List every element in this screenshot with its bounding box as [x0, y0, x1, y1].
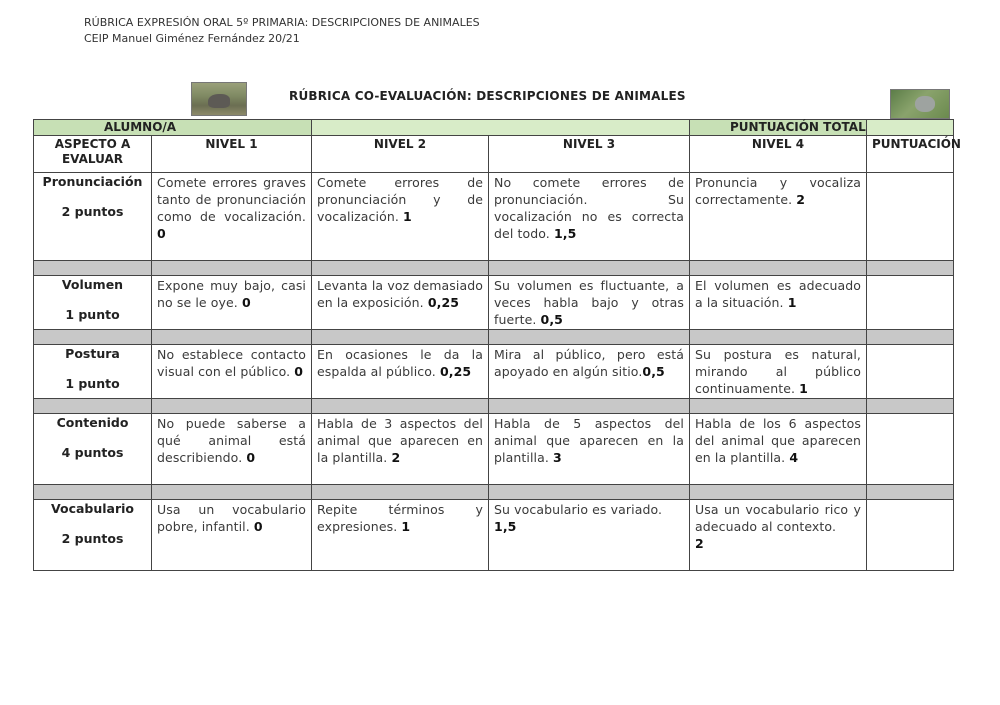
student-name-field[interactable] — [312, 120, 690, 136]
aspect-cell — [34, 414, 152, 485]
aspect-cell — [34, 173, 152, 261]
level-score: 0 — [246, 450, 256, 465]
aspect-name: Vocabulario — [50, 501, 135, 516]
aspect-name: Contenido — [56, 415, 129, 430]
level-text: El volumen es adecuado a la situación. — [695, 278, 862, 310]
level-cell — [690, 414, 867, 485]
level-text: Levanta la voz demasiado en la exposición. — [317, 278, 484, 310]
level-text: Su postura es natural, mirando al público continuamente. — [695, 347, 862, 396]
level-cell — [312, 276, 489, 330]
level-text: Usa un vocabulario rico y adecuado al contexto. — [695, 502, 862, 534]
level-score: 1 — [799, 381, 808, 396]
level-cell — [690, 173, 867, 261]
aspect-name: Postura — [65, 346, 120, 361]
level-cell — [152, 345, 312, 399]
column-header-level-2: NIVEL 2 — [312, 136, 489, 173]
level-cell — [312, 173, 489, 261]
level-cell — [690, 500, 867, 571]
separator-row — [34, 261, 954, 276]
level-text: No comete errores de pronunciación. Su vocalización no es correcta del todo. — [494, 175, 685, 241]
aspect-points: 1 punto — [65, 376, 120, 391]
total-score-field[interactable] — [867, 120, 954, 136]
score-field[interactable] — [867, 345, 954, 399]
separator-row — [34, 399, 954, 414]
aspect-points: 1 punto — [65, 307, 120, 322]
level-score: 1 — [787, 295, 797, 310]
level-score: 1,5 — [494, 519, 517, 534]
level-score: 0 — [294, 364, 304, 379]
aspect-cell — [34, 345, 152, 399]
title-row — [33, 82, 953, 118]
animal-shape — [208, 94, 230, 108]
level-cell — [312, 500, 489, 571]
column-header-row — [34, 136, 954, 173]
score-field[interactable] — [867, 414, 954, 485]
document-header — [84, 15, 480, 47]
level-text: Su volumen es fluctuante, a veces habla bajo y otras fuerte. — [494, 278, 685, 327]
student-label: ALUMNO/A — [34, 120, 312, 136]
level-score: 1,5 — [553, 226, 577, 241]
table-row — [34, 345, 954, 399]
header-line-1: RÚBRICA EXPRESIÓN ORAL 5º PRIMARIA: DESCRIPCIONES DE ANIMALES — [84, 16, 480, 29]
level-text: En ocasiones le da la espalda al público. — [317, 347, 484, 379]
level-score: 0,25 — [439, 364, 472, 379]
level-text: Comete errores de pronunciación y de vocalización. — [317, 175, 484, 224]
level-cell — [489, 500, 690, 571]
level-score: 1 — [401, 519, 411, 534]
level-text: Mira al público, pero está apoyado en algún sitio. — [494, 347, 685, 379]
aspect-cell — [34, 276, 152, 330]
level-cell — [152, 276, 312, 330]
level-text: Habla de los 6 aspectos del animal que aparecen en la plantilla. — [695, 416, 862, 465]
level-score: 0 — [157, 226, 166, 241]
score-field[interactable] — [867, 276, 954, 330]
separator-row — [34, 330, 954, 345]
level-cell — [690, 276, 867, 330]
level-score: 1 — [403, 209, 412, 224]
level-score: 0,5 — [540, 312, 563, 327]
column-header-level-3: NIVEL 3 — [489, 136, 690, 173]
level-cell — [312, 345, 489, 399]
level-score: 4 — [789, 450, 799, 465]
level-score: 0 — [253, 519, 263, 534]
level-text: No puede saberse a qué animal está describiendo. — [157, 416, 307, 465]
aspect-points: 2 puntos — [61, 204, 124, 219]
level-score: 0 — [241, 295, 251, 310]
aspect-name: Volumen — [61, 277, 124, 292]
level-score: 2 — [695, 536, 704, 551]
level-cell — [489, 414, 690, 485]
level-score: 0,5 — [642, 364, 665, 379]
level-cell — [312, 414, 489, 485]
level-score: 2 — [796, 192, 806, 207]
rhino-photo — [191, 82, 247, 116]
level-text: Habla de 5 aspectos del animal que aparecen en la plantilla. — [494, 416, 685, 465]
score-field[interactable] — [867, 173, 954, 261]
level-text: Habla de 3 aspectos del animal que aparecen en la plantilla. — [317, 416, 484, 465]
rubric-title: RÚBRICA CO-EVALUACIÓN: DESCRIPCIONES DE ANIMALES — [289, 89, 686, 103]
separator-row — [34, 485, 954, 500]
score-field[interactable] — [867, 500, 954, 571]
level-text: Repite términos y expresiones. — [317, 502, 484, 534]
level-cell — [152, 500, 312, 571]
column-header-aspect: ASPECTO A EVALUAR — [34, 136, 152, 173]
level-score: 0,25 — [427, 295, 460, 310]
column-header-level-1: NIVEL 1 — [152, 136, 312, 173]
level-score: 2 — [391, 450, 401, 465]
table-row — [34, 173, 954, 261]
level-cell — [152, 414, 312, 485]
level-text: Pronuncia y vocaliza correctamente. — [695, 175, 862, 207]
aspect-cell — [34, 500, 152, 571]
aspect-points: 4 puntos — [61, 445, 124, 460]
level-cell — [690, 345, 867, 399]
rubric-table — [33, 119, 961, 571]
level-score: 3 — [553, 450, 562, 465]
level-text: Su vocabulario es variado. — [494, 502, 663, 517]
student-row — [34, 120, 954, 136]
column-header-level-4: NIVEL 4 — [690, 136, 867, 173]
level-text: No establece contacto visual con el público. — [157, 347, 307, 379]
aspect-points: 2 puntos — [61, 531, 124, 546]
level-cell — [489, 276, 690, 330]
column-header-score: PUNTUACIÓN — [867, 136, 954, 173]
koala-photo — [890, 89, 950, 119]
level-cell — [152, 173, 312, 261]
level-text: Expone muy bajo, casi no se le oye. — [157, 278, 307, 310]
level-text: Comete errores graves tanto de pronunciación como de vocalización. — [157, 175, 307, 224]
table-row — [34, 276, 954, 330]
level-text: Usa un vocabulario pobre, infantil. — [157, 502, 307, 534]
total-score-label: PUNTUACIÓN TOTAL — [690, 120, 867, 136]
aspect-name: Pronunciación — [42, 174, 143, 189]
header-line-2: CEIP Manuel Giménez Fernández 20/21 — [84, 32, 300, 45]
level-cell — [489, 345, 690, 399]
level-cell — [489, 173, 690, 261]
table-row — [34, 414, 954, 485]
table-row — [34, 500, 954, 571]
animal-shape — [915, 96, 935, 112]
